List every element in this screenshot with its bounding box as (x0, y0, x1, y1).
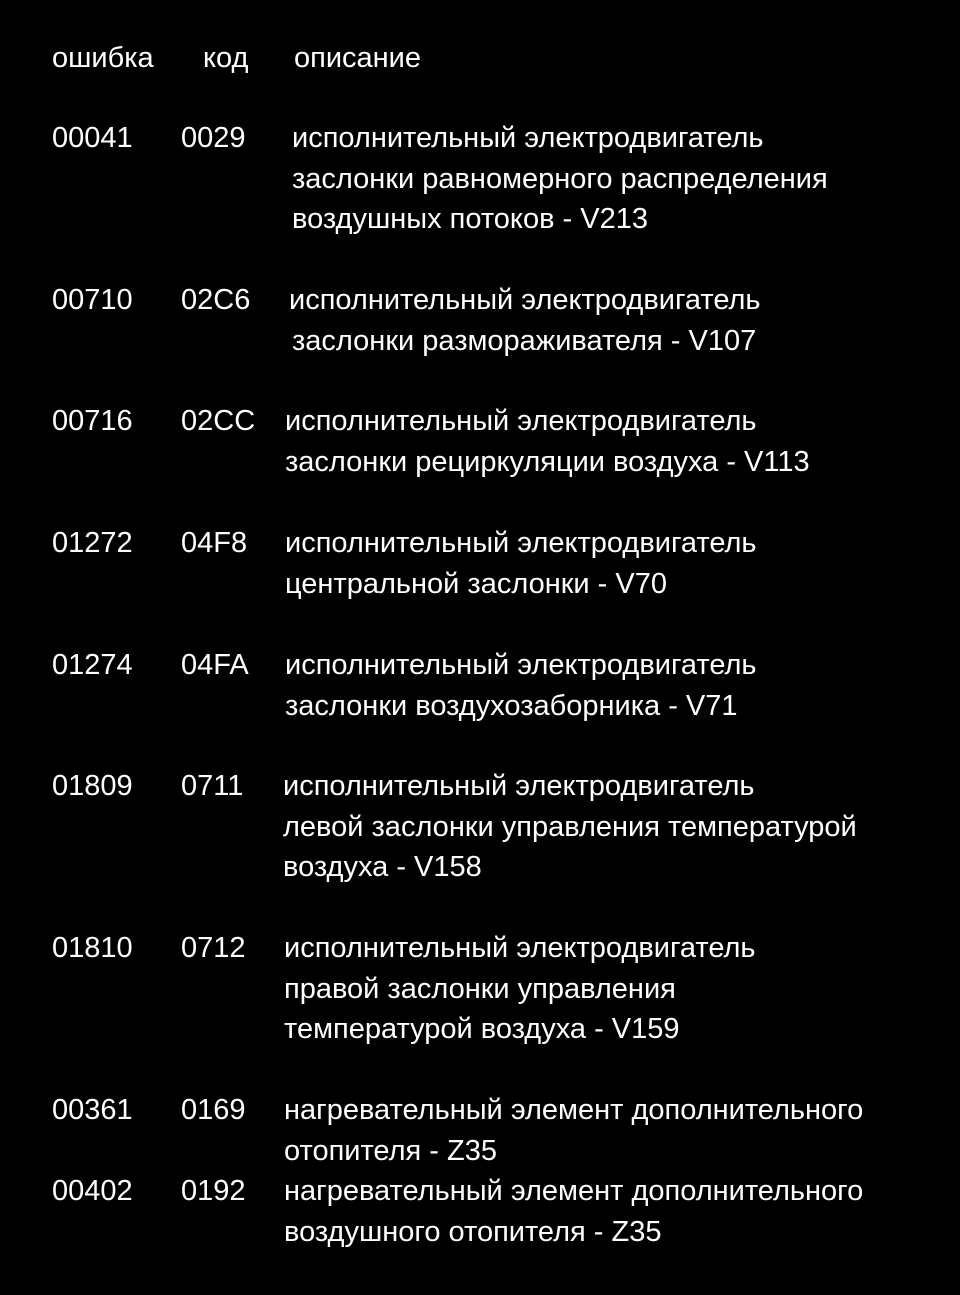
row-6-desc-line: воздуха - V158 (283, 851, 482, 883)
header-description: описание (294, 42, 422, 74)
row-2-error: 00710 (52, 284, 133, 316)
row-8-code: 0169 (181, 1094, 246, 1126)
row-9-desc-line: воздушного отопителя - Z35 (284, 1215, 662, 1248)
row-8-desc-line: нагревательный элемент дополнительного (284, 1094, 864, 1126)
row-6-description (283, 766, 857, 888)
row-4-error: 01272 (52, 527, 133, 559)
row-7-description (284, 928, 756, 1050)
row-8-desc-line: отопителя - Z35 (284, 1134, 497, 1167)
row-2-description (289, 280, 761, 361)
row-8-error: 00361 (52, 1094, 133, 1126)
row-4-code: 04F8 (181, 527, 248, 559)
row-6-desc-line: исполнительный электродвигатель (283, 770, 755, 802)
row-3-error: 00716 (52, 405, 133, 437)
row-8-description (284, 1090, 863, 1171)
row-1-code: 0029 (181, 122, 246, 154)
row-1-description (292, 118, 828, 240)
header-code: код (203, 42, 249, 74)
row-6-code: 0711 (181, 770, 244, 802)
row-5-code: 04FA (181, 649, 249, 681)
header-error: ошибка (52, 42, 154, 74)
row-6-error: 01809 (52, 770, 133, 802)
row-9-error: 00402 (52, 1175, 133, 1207)
row-1-desc-line: заслонки равномерного распределения (292, 162, 828, 195)
row-4-description (285, 523, 757, 604)
row-9-description (284, 1171, 863, 1252)
row-5-description (285, 645, 757, 726)
row-7-code: 0712 (181, 932, 246, 964)
row-7-desc-line: исполнительный электродвигатель (284, 932, 756, 964)
row-5-desc-line: исполнительный электродвигатель (285, 649, 757, 681)
row-4-desc-line: центральной заслонки - V70 (285, 567, 667, 600)
row-7-desc-line: правой заслонки управления (284, 972, 676, 1005)
row-2-desc-line: исполнительный электродвигатель (289, 284, 761, 316)
row-5-desc-line: заслонки воздухозаборника - V71 (285, 689, 738, 722)
row-3-description (285, 401, 810, 482)
row-2-code: 02C6 (181, 284, 251, 316)
row-9-desc-line: нагревательный элемент дополнительного (284, 1175, 864, 1207)
row-4-desc-line: исполнительный электродвигатель (285, 527, 757, 559)
row-6-desc-line: левой заслонки управления температурой (283, 810, 857, 843)
row-5-error: 01274 (52, 649, 133, 681)
row-1-desc-line: исполнительный электродвигатель (292, 122, 764, 154)
row-1-error: 00041 (52, 122, 133, 154)
row-7-desc-line: температурой воздуха - V159 (284, 1013, 680, 1045)
row-1-desc-line: воздушных потоков - V213 (292, 203, 648, 235)
row-9-code: 0192 (181, 1175, 246, 1207)
row-3-code: 02CC (181, 405, 256, 437)
row-7-error: 01810 (52, 932, 133, 964)
row-2-desc-line: заслонки размораживателя - V107 (292, 324, 757, 357)
row-3-desc-line: исполнительный электродвигатель (285, 405, 757, 437)
row-3-desc-line: заслонки рециркуляции воздуха - V113 (285, 445, 810, 478)
